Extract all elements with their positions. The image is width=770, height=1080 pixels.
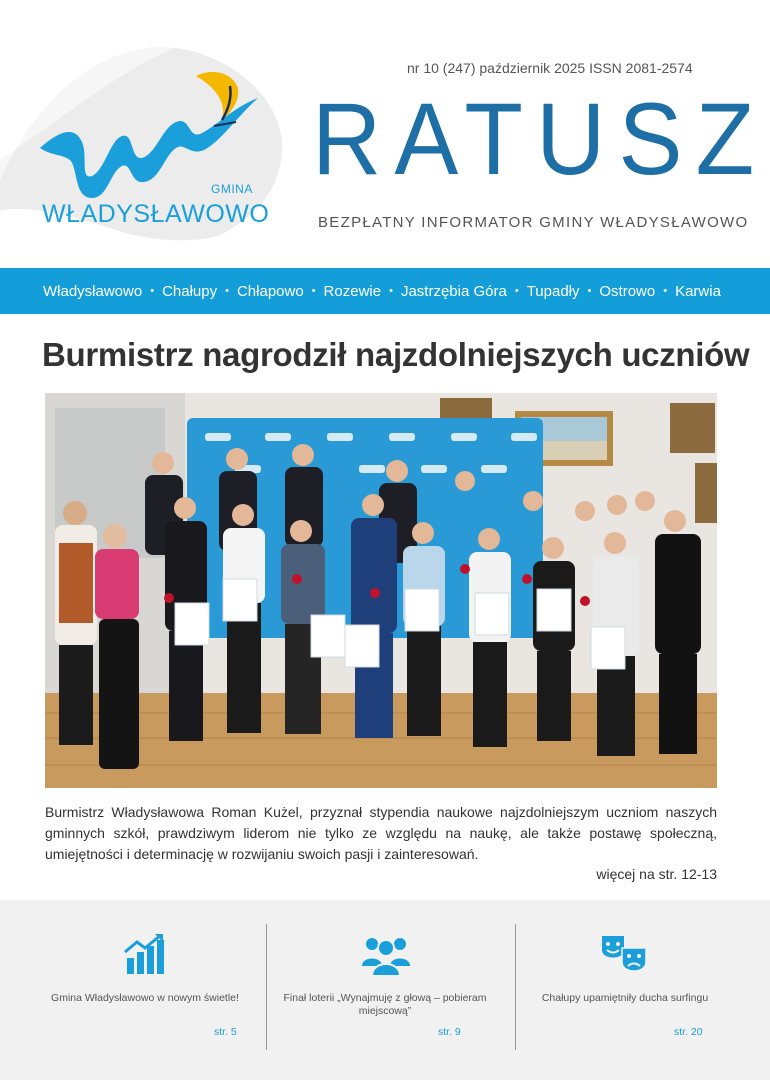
magazine-subtitle: BEZPŁATNY INFORMATOR GMINY WŁADYSŁAWOWO [318,214,749,231]
logo-gmina-label: GMINA [211,182,253,196]
teaser-title: Chałupy upamiętniły ducha surfingu [541,992,709,1004]
teaser-item[interactable] [510,900,740,1080]
article-photo [45,393,717,788]
teaser-title: Gmina Władysławowo w nowym świetle! [51,992,239,1004]
article-caption: Burmistrz Władysławowa Roman Kużel, przyznał stypendia naukowe najzdolniejszym uczniom naszych gminnych szkół, prawdziwym liderom nie tylko ze względu na naukę, ale także postawę społeczną, umiejętności i determinację w rozwijaniu swoich pasji i zainteresowań. [45,804,717,862]
teaser-title: Finał loterii „Wynajmuję z głową – pobieram miejscową” [283,992,487,1017]
locality-rozewie: Rozewie [323,282,382,300]
teaser-page: str. 5 [214,1026,237,1038]
magazine-title: RATUSZ [312,82,768,196]
localities-bar: Władysławowo • Chałupy • Chłapowo • Rozewie • Jastrzębia Góra • Tupadły • Ostrowo • Karwia [0,268,770,314]
chart-growth-icon [123,932,167,976]
locality-tupadly: Tupadły [526,282,580,300]
logo-town-name: WŁADYSŁAWOWO [42,200,270,228]
locality-karwia: Karwia [675,282,721,300]
article-headline: Burmistrz nagrodził najzdolniejszych uczniów [42,336,750,373]
teaser-divider [266,924,267,1050]
teasers-strip [0,900,770,1080]
teaser-item[interactable] [30,900,260,1080]
teaser-item[interactable] [270,900,500,1080]
teaser-page: str. 20 [674,1026,703,1038]
teaser-page: str. 9 [438,1026,461,1038]
theatre-masks-icon [600,932,650,976]
locality-chlapowo: Chłapowo [236,282,304,300]
locality-wladyslawowo: Władysławowo [43,282,143,300]
locality-ostrowo: Ostrowo [599,282,656,300]
people-group-icon [360,932,412,978]
masthead [0,0,770,268]
issue-info: nr 10 (247) październik 2025 ISSN 2081-2574 [407,60,693,76]
locality-chalupy: Chałupy [162,282,218,300]
continued-page-link[interactable]: więcej na str. 12-13 [596,866,717,882]
locality-jastrzebia-gora: Jastrzębia Góra [400,282,507,300]
